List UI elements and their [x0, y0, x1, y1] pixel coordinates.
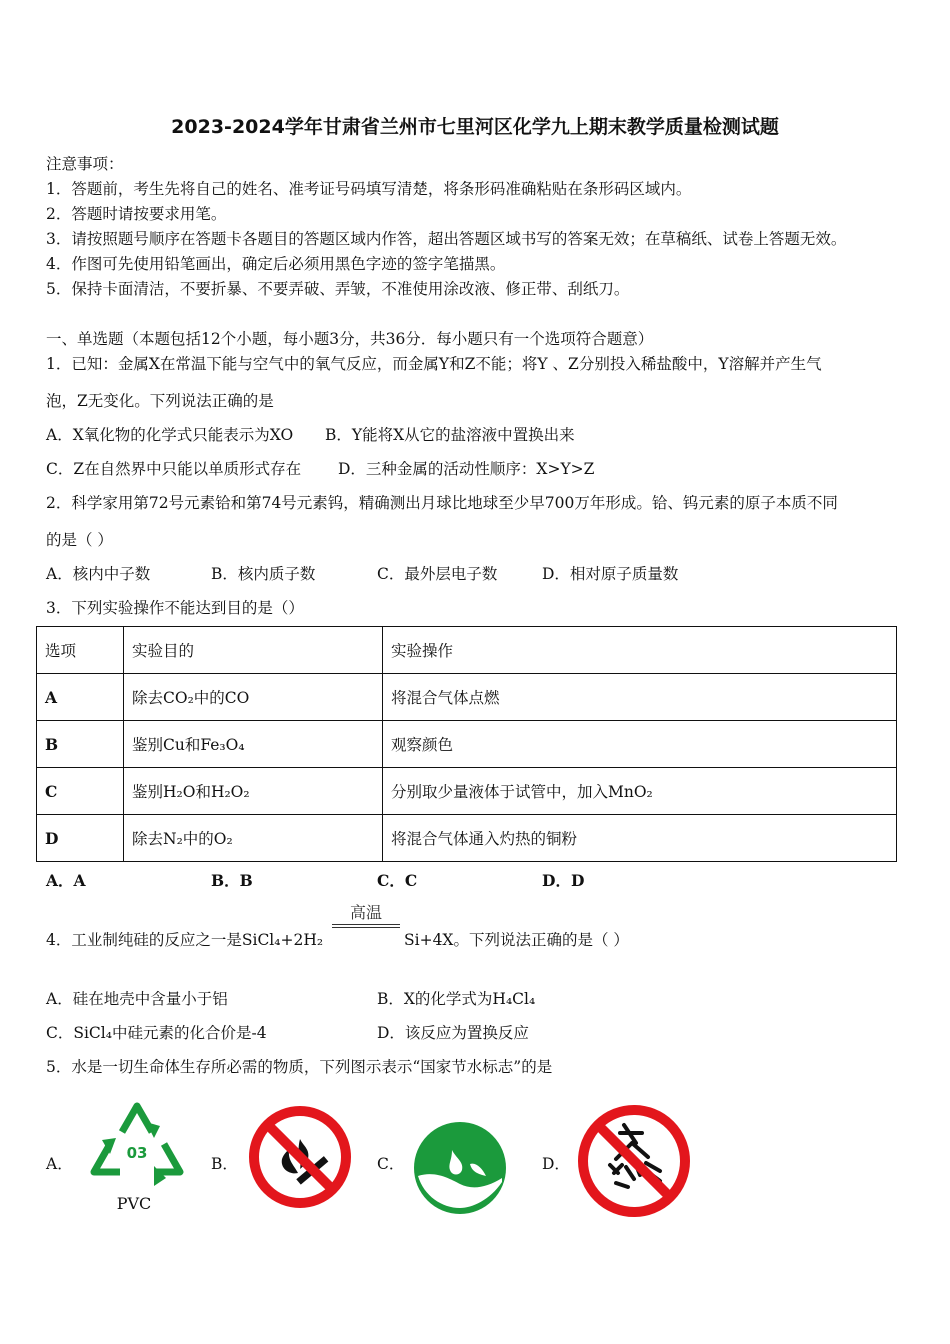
recycle-label: PVC [116, 1194, 152, 1213]
question-2-stem-cont: 的是（ ） [46, 531, 113, 549]
q5-option-d: D． [542, 1155, 570, 1173]
table-cell: 观察颜色 [383, 721, 897, 768]
table-cell: 鉴别H₂O和H₂O₂ [124, 768, 383, 815]
table-row [37, 721, 897, 768]
table-cell: 将混合气体通入灼热的铜粉 [383, 815, 897, 862]
notice-item: 3．请按照题号顺序在答题卡各题目的答题区域内作答，超出答题区域书写的答案无效；在草稿纸、试卷上答题无效。 [46, 230, 847, 248]
no-smoking-icon [246, 1103, 354, 1211]
q4-option-c: C．SiCl₄中硅元素的化合价是-4 [46, 1024, 267, 1042]
q1-option-a: A．X氧化物的化学式只能表示为XO [46, 426, 294, 444]
water-saving-icon [412, 1120, 508, 1216]
q3-option-d: D．D [542, 871, 585, 890]
table-cell: 分别取少量液体于试管中，加入MnO₂ [383, 768, 897, 815]
table-header-row [37, 627, 897, 674]
q4-option-b: B．X的化学式为H₄Cl₄ [377, 990, 536, 1008]
table-row [37, 674, 897, 721]
q2-option-d: D．相对原子质量数 [542, 565, 679, 583]
q2-option-b: B．核内质子数 [211, 565, 316, 583]
table-cell: D [37, 815, 124, 862]
q5-option-b: B． [211, 1155, 238, 1173]
q3-option-c: C．C [377, 871, 418, 890]
recycle-pvc-icon [84, 1092, 190, 1214]
table-cell: A [37, 674, 124, 721]
table-cell: 将混合气体点燃 [383, 674, 897, 721]
notice-item: 5．保持卡面清洁，不要折暴、不要弄破、弄皱，不准使用涂改液、修正带、刮纸刀。 [46, 280, 630, 298]
table-cell: 除去N₂中的O₂ [124, 815, 383, 862]
table-header-cell: 实验操作 [383, 627, 897, 674]
table-cell: B [37, 721, 124, 768]
table-cell: 鉴别Cu和Fe₃O₄ [124, 721, 383, 768]
table-cell: 除去CO₂中的CO [124, 674, 383, 721]
question-1-stem-cont: 泡，Z无变化。下列说法正确的是 [46, 392, 274, 410]
q5-option-c: C． [377, 1155, 405, 1173]
table-row [37, 768, 897, 815]
q4-option-a: A．硅在地壳中含量小于铝 [46, 990, 228, 1008]
reaction-condition [332, 900, 400, 928]
double-line-arrow [332, 924, 400, 928]
no-littering-icon [576, 1103, 692, 1219]
q3-option-b: B．B [211, 871, 253, 890]
table-cell: C [37, 768, 124, 815]
question-3-stem: 3．下列实验操作不能达到目的是（） [46, 599, 304, 617]
experiment-table [36, 626, 897, 862]
question-5-stem: 5．水是一切生命体生存所必需的物质，下列图示表示“国家节水标志”的是 [46, 1058, 553, 1076]
question-4-stem-cont: Si+4X。下列说法正确的是（ ） [404, 931, 629, 949]
notice-item: 4．作图可先使用铅笔画出，确定后必须用黑色字迹的签字笔描黑。 [46, 255, 506, 273]
q1-option-c: C．Z在自然界中只能以单质形式存在 [46, 460, 302, 478]
q3-option-a: A．A [46, 871, 86, 890]
table-row [37, 815, 897, 862]
notice-item: 1．答题前，考生先将自己的姓名、准考证号码填写清楚，将条形码准确粘贴在条形码区域内。 [46, 180, 692, 198]
q2-option-a: A．核内中子数 [46, 565, 151, 583]
q5-option-a: A． [46, 1155, 73, 1173]
question-4-stem: 4．工业制纯硅的反应之一是SiCl₄+2H₂ [46, 931, 324, 949]
question-2-stem: 2．科学家用第72号元素铪和第74号元素钨，精确测出月球比地球至少早700万年形成。铪、钨元素的原子本质不同 [46, 494, 838, 512]
reaction-condition-label: 高温 [349, 903, 382, 922]
table-header-cell: 实验目的 [124, 627, 383, 674]
table-header-cell: 选项 [37, 627, 124, 674]
notice-item: 2．答题时请按要求用笔。 [46, 205, 227, 223]
q1-option-b: B．Y能将X从它的盐溶液中置换出来 [325, 426, 575, 444]
q1-option-d: D．三种金属的活动性顺序：X>Y>Z [338, 460, 595, 478]
section-heading: 一、单选题（本题包括12个小题，每小题3分，共36分．每小题只有一个选项符合题意） [46, 330, 654, 348]
q4-option-d: D．该反应为置换反应 [377, 1024, 529, 1042]
q2-option-c: C．最外层电子数 [377, 565, 498, 583]
page-title: 2023-2024学年甘肃省兰州市七里河区化学九上期末教学质量检测试题 [171, 116, 779, 138]
question-1-stem: 1．已知：金属X在常温下能与空气中的氧气反应，而金属Y和Z不能；将Y 、Z分别投入稀盐酸中，Y溶解并产生气 [46, 355, 822, 373]
notice-heading: 注意事项： [46, 155, 124, 173]
recycle-code: 03 [126, 1144, 148, 1162]
